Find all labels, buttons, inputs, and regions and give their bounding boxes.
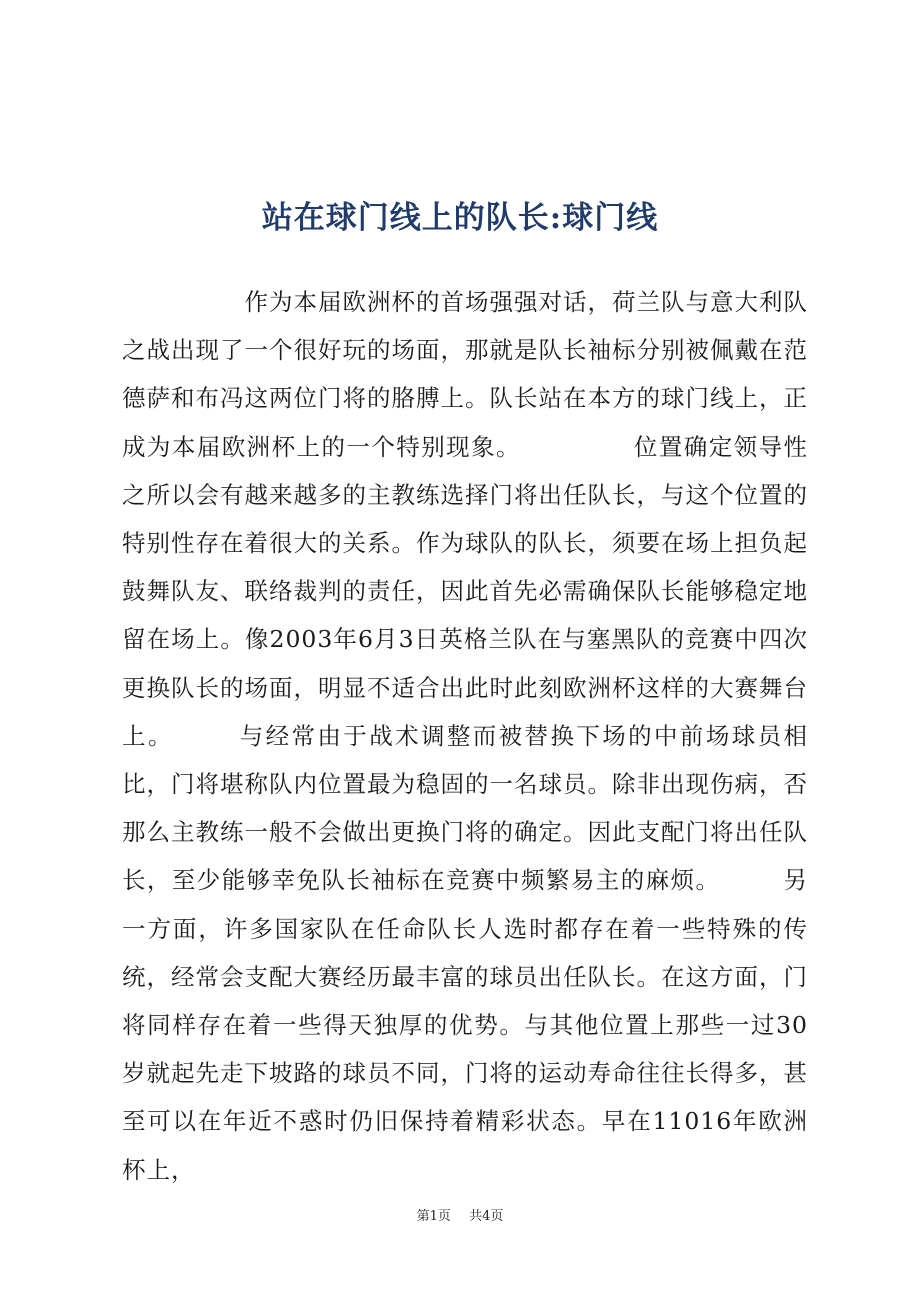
document-body: 作为本届欧洲杯的首场强强对话，荷兰队与意大利队之战出现了一个很好玩的场面，那就是队长袖标分别被佩戴在范德萨和布冯这两位门将的胳膊上。队长站在本方的球门线上，正成为本届欧洲杯上的一个特别现象。 位置确定领导性之所以会有越来越多的主教练选择门将出任队长，与这个位置的特别性存在着很大的关系。作为球队的队长，须要在场上担负起鼓舞队友、联络裁判的责任，因此首先必需确保队长能够稳定地留在场上。像2003年6月3日英格兰队在与塞黑队的竞赛中四次更换队长的场面，明显不适合出此时此刻欧洲杯这样的大赛舞台上。 与经常由于战术调整而被替换下场的中前场球员相比，门将堪称队内位置最为稳固的一名球员。除非出现伤病，否那么主教练一般不会做出更换门将的确定。因此支配门将出任队长，至少能够幸免队长袖标在竞赛中频繁易主的麻烦。 另一方面，许多国家队在任命队长人选时都存在着一些特殊的传统，经常会支配大赛经历最丰富的球员出任队长。在这方面，门将同样存在着一些得天独厚的优势。与其他位置上那些一过30岁就起先走下坡路的球员不同，门将的运动寿命往往长得多，甚至可以在年近不惑时仍旧保持着精彩状态。早在11016年欧洲杯上，: [122, 288, 808, 1184]
document-title: 站在球门线上的队长:球门线: [261, 200, 659, 236]
page-number-total: 共4页: [469, 1209, 504, 1224]
page-footer: [0, 1207, 920, 1227]
page-number-current: 第1页: [416, 1209, 451, 1224]
